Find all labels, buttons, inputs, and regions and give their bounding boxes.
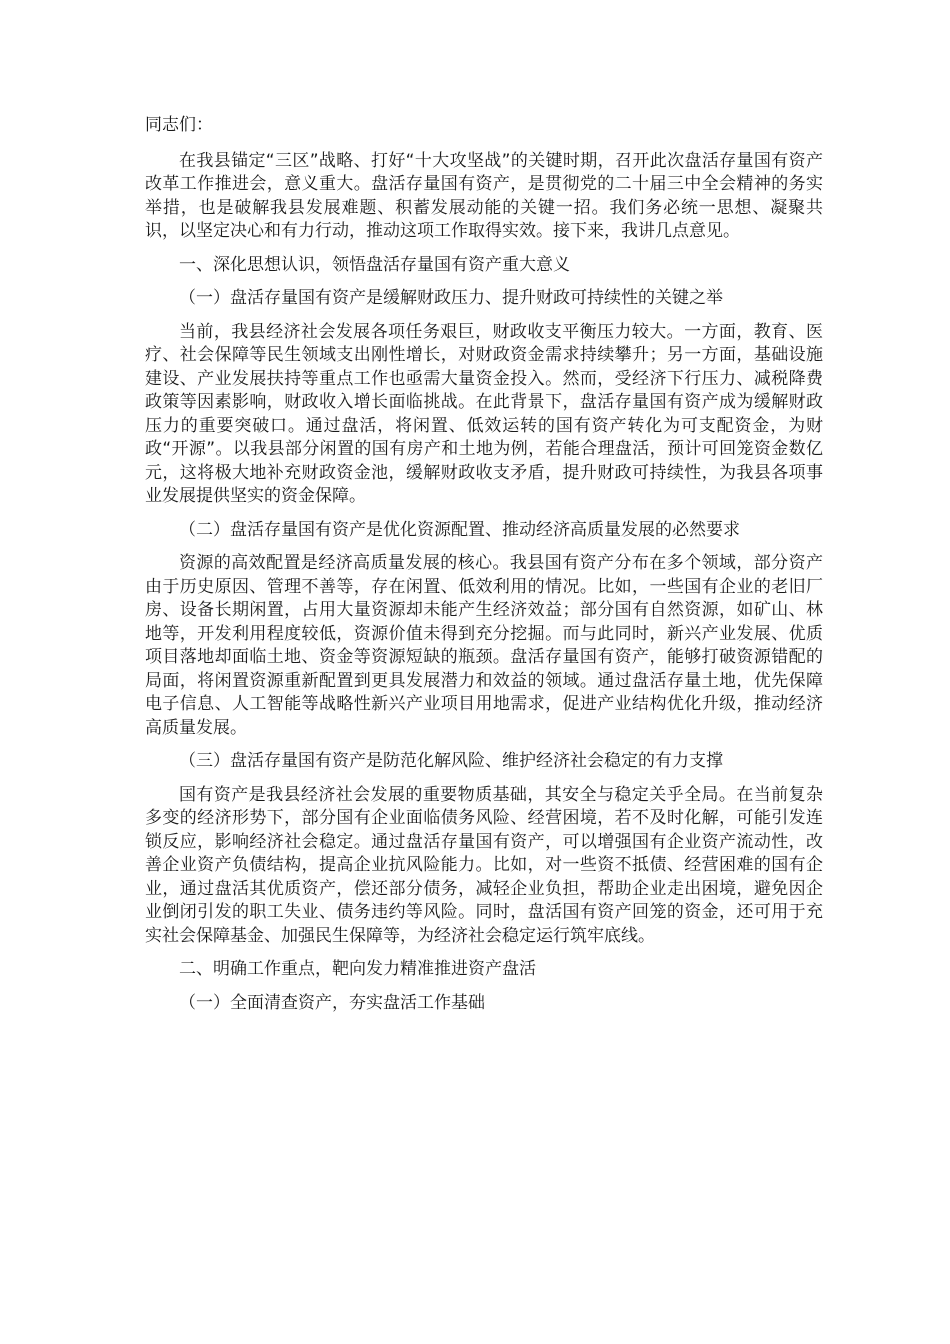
subheading-1-2: （二）盘活存量国有资产是优化资源配置、推动经济高质量发展的必然要求: [179, 519, 740, 540]
subheading-2-1: （一）全面清查资产，夯实盘活工作基础: [179, 992, 485, 1013]
intro-paragraph: 在我县锚定“三区”战略、打好“十大攻坚战”的关键时期，召开此次盘活存量国有资产改革工作推进会，意义重大。盘活存量国有资产，是贯彻党的二十届三中全会精神的务实举措，也是破解我县发展难题、积蓄发展动能的关键一招。我们务必统一思想、凝聚共识，以坚定决心和有力行动，推动这项工作取得实效。接下来，我讲几点意见。: [145, 150, 823, 241]
body-paragraph: 当前，我县经济社会发展各项任务艰巨，财政收支平衡压力较大。一方面，教育、医疗、社会保障等民生领域支出刚性增长，对财政资金需求持续攀升；另一方面，基础设施建设、产业发展扶持等重点工作也亟需大量资金投入。然而，受经济下行压力、减税降费政策等因素影响，财政收入增长面临挑战。在此背景下，盘活存量国有资产成为缓解财政压力的重要突破口。通过盘活，将闲置、低效运转的国有资产转化为可支配资金，为财政“开源”。以我县部分闲置的国有房产和土地为例，若能合理盘活，预计可回笼资金数亿元，这将极大地补充财政资金池，缓解财政收支矛盾，提升财政可持续性，为我县各项事业发展提供坚实的资金保障。: [145, 321, 823, 506]
section-heading-2: 二、明确工作重点，靶向发力精准推进资产盘活: [179, 959, 536, 979]
document-body: [145, 114, 823, 1025]
body-paragraph: 国有资产是我县经济社会发展的重要物质基础，其安全与稳定关乎全局。在当前复杂多变的经济形势下，部分国有企业面临债务风险、经营困境，若不及时化解，可能引发连锁反应，影响经济社会稳定。通过盘活存量国有资产，可以增强国有企业资产流动性，改善企业资产负债结构，提高企业抗风险能力。比如，对一些资不抵债、经营困难的国有企业，通过盘活其优质资产，偿还部分债务，减轻企业负担，帮助企业走出困境，避免因企业倒闭引发的职工失业、债务违约等风险。同时，盘活国有资产回笼的资金，还可用于充实社会保障基金、加强民生保障等，为经济社会稳定运行筑牢底线。: [145, 784, 823, 946]
subheading-1-3: （三）盘活存量国有资产是防范化解风险、维护经济社会稳定的有力支撑: [179, 751, 723, 771]
section-heading-1: 一、深化思想认识，领悟盘活存量国有资产重大意义: [179, 254, 570, 275]
greeting: 同志们：: [145, 115, 213, 135]
body-paragraph: 资源的高效配置是经济高质量发展的核心。我县国有资产分布在多个领域，部分资产由于历史原因、管理不善等，存在闲置、低效利用的情况。比如，一些国有企业的老旧厂房、设备长期闲置，占用大量资源却未能产生经济效益；部分国有自然资源，如矿山、林地等，开发利用程度较低，资源价值未得到充分挖掘。而与此同时，新兴产业发展、优质项目落地却面临土地、资金等资源短缺的瓶颈。盘活存量国有资产，能够打破资源错配的局面，将闲置资源重新配置到更具发展潜力和效益的领域。通过盘活存量土地，优先保障电子信息、人工智能等战略性新兴产业项目用地需求，促进产业结构优化升级，推动经济高质量发展。: [145, 553, 823, 738]
subheading-1-1: （一）盘活存量国有资产是缓解财政压力、提升财政可持续性的关键之举: [179, 288, 723, 308]
